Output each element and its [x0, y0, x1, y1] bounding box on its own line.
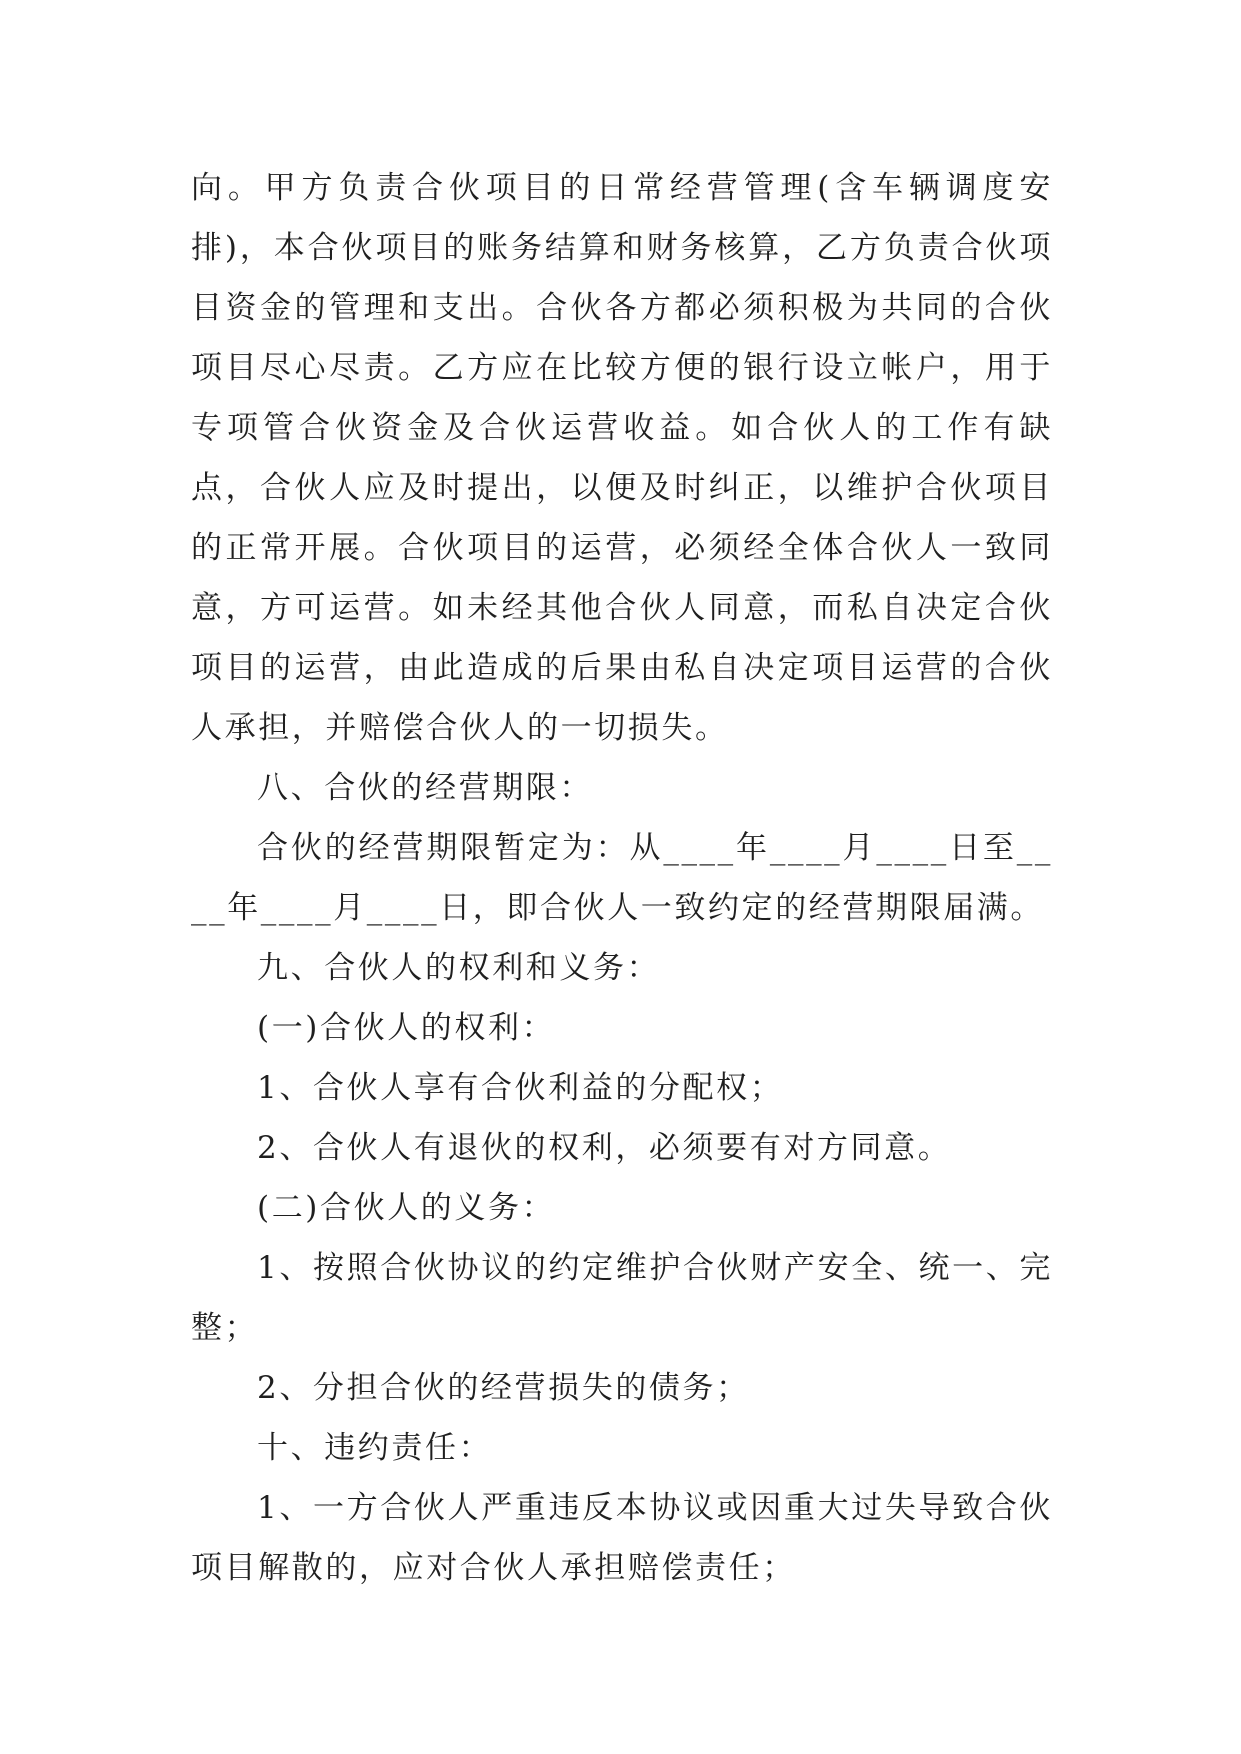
list-item-right-1: 1、合伙人享有合伙利益的分配权；: [257, 1070, 784, 1106]
list-item-right-2: 2、合伙人有退伙的权利，必须要有对方同意。: [257, 1130, 952, 1166]
section-heading-rights-obligations: 九、合伙人的权利和义务：: [257, 950, 661, 986]
document-body: [191, 158, 1053, 1598]
subheading-partner-obligations: (二)合伙人的义务：: [257, 1190, 556, 1226]
list-item-liability-1: 1、一方合伙人严重违反本协议或因重大过失导致合伙项目解散的，应对合伙人承担赔偿责任；: [191, 1490, 1053, 1586]
paragraph-operating-term: 合伙的经营期限暂定为：从____年____月____日至____年____月____日，即合伙人一致约定的经营期限届满。: [191, 830, 1053, 926]
paragraph-management-duties: 向。甲方负责合伙项目的日常经营管理(含车辆调度安排)，本合伙项目的账务结算和财务核算，乙方负责合伙项目资金的管理和支出。合伙各方都必须积极为共同的合伙项目尽心尽责。乙方应在比较方便的银行设立帐户，用于专项管合伙资金及合伙运营收益。如合伙人的工作有缺点，合伙人应及时提出，以便及时纠正，以维护合伙项目的正常开展。合伙项目的运营，必须经全体合伙人一致同意，方可运营。如未经其他合伙人同意，而私自决定合伙项目的运营，由此造成的后果由私自决定项目运营的合伙人承担，并赔偿合伙人的一切损失。: [191, 170, 1053, 746]
section-heading-operating-term: 八、合伙的经营期限：: [257, 770, 593, 806]
section-heading-liability: 十、违约责任：: [257, 1430, 493, 1466]
subheading-partner-rights: (一)合伙人的权利：: [257, 1010, 556, 1046]
list-item-obligation-2: 2、分担合伙的经营损失的债务；: [257, 1370, 750, 1406]
list-item-obligation-1: 1、按照合伙协议的约定维护合伙财产安全、统一、完整；: [191, 1250, 1053, 1346]
